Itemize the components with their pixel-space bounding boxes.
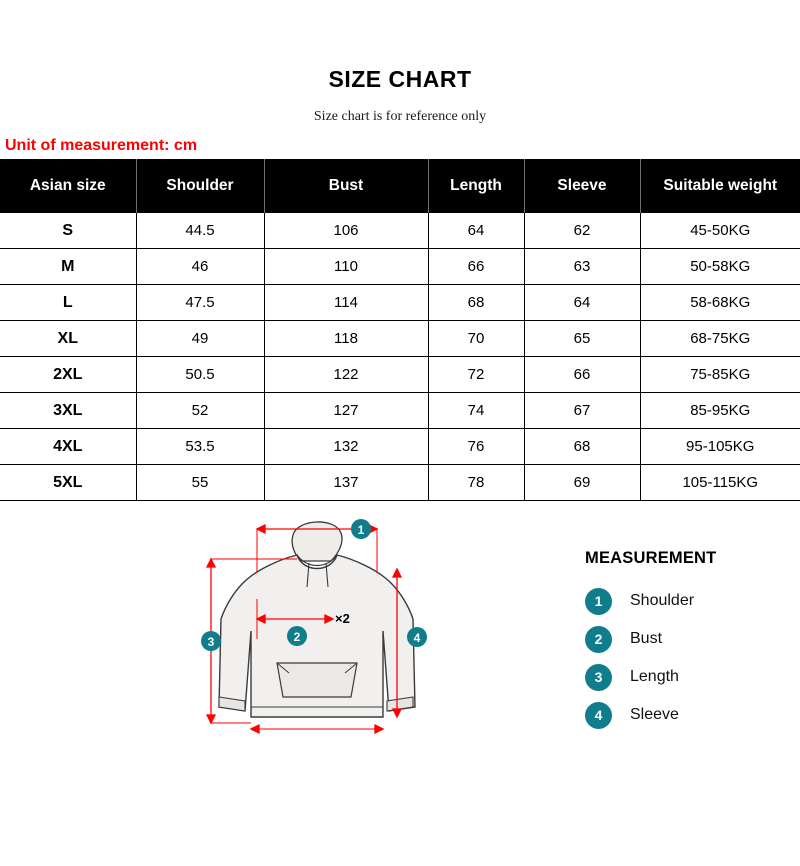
table-row xyxy=(0,249,800,285)
legend-label-shoulder: Shoulder xyxy=(630,592,695,609)
svg-text:1: 1 xyxy=(357,523,365,537)
size-chart-table xyxy=(0,159,800,501)
cell-sleeve: 68 xyxy=(524,429,640,465)
cell-length: 64 xyxy=(428,213,524,249)
cell-weight: 95-105KG xyxy=(640,429,800,465)
cell-size: XL xyxy=(0,321,136,357)
cell-size: 5XL xyxy=(0,465,136,501)
page-title: SIZE CHART xyxy=(328,66,472,92)
cell-length: 68 xyxy=(428,285,524,321)
cell-length: 78 xyxy=(428,465,524,501)
cell-length: 76 xyxy=(428,429,524,465)
legend-badge-3: 3 xyxy=(585,664,612,691)
cell-weight: 50-58KG xyxy=(640,249,800,285)
diagram-marker-3 xyxy=(201,631,221,651)
table-header-row xyxy=(0,159,800,213)
diagram-marker-1 xyxy=(351,519,371,539)
cell-length: 74 xyxy=(428,393,524,429)
cell-size: L xyxy=(0,285,136,321)
cell-sleeve: 63 xyxy=(524,249,640,285)
cell-bust: 132 xyxy=(264,429,428,465)
column-header-shoulder: Shoulder xyxy=(136,159,264,213)
table-row xyxy=(0,285,800,321)
cell-size: 2XL xyxy=(0,357,136,393)
cell-bust: 122 xyxy=(264,357,428,393)
hoodie-measurement-diagram xyxy=(185,511,475,756)
cell-sleeve: 69 xyxy=(524,465,640,501)
cell-size: 4XL xyxy=(0,429,136,465)
column-header-sleeve: Sleeve xyxy=(524,159,640,213)
legend-title: MEASUREMENT xyxy=(585,549,717,567)
cell-shoulder: 44.5 xyxy=(136,213,264,249)
column-header-length: Length xyxy=(428,159,524,213)
column-header-suitable-weight: Suitable weight xyxy=(640,159,800,213)
cell-size: M xyxy=(0,249,136,285)
cell-sleeve: 66 xyxy=(524,357,640,393)
table-row xyxy=(0,465,800,501)
legend-item-bust xyxy=(585,620,795,658)
table-row xyxy=(0,357,800,393)
legend-badge-4: 4 xyxy=(585,702,612,729)
measurement-section xyxy=(0,501,800,761)
cell-shoulder: 55 xyxy=(136,465,264,501)
table-row xyxy=(0,321,800,357)
cell-weight: 58-68KG xyxy=(640,285,800,321)
cell-shoulder: 50.5 xyxy=(136,357,264,393)
diagram-marker-2 xyxy=(287,626,307,646)
cell-bust: 137 xyxy=(264,465,428,501)
svg-text:3: 3 xyxy=(207,635,215,649)
bust-multiplier-label: ×2 xyxy=(335,611,350,626)
cell-weight: 68-75KG xyxy=(640,321,800,357)
cell-sleeve: 62 xyxy=(524,213,640,249)
cell-length: 72 xyxy=(428,357,524,393)
legend-label-bust: Bust xyxy=(630,630,663,647)
cell-weight: 75-85KG xyxy=(640,357,800,393)
cell-bust: 110 xyxy=(264,249,428,285)
cell-size: S xyxy=(0,213,136,249)
legend-item-sleeve xyxy=(585,696,795,734)
measurement-legend xyxy=(585,549,795,734)
cell-length: 70 xyxy=(428,321,524,357)
svg-text:2: 2 xyxy=(293,630,301,644)
column-header-bust: Bust xyxy=(264,159,428,213)
cell-sleeve: 65 xyxy=(524,321,640,357)
page-subtitle: Size chart is for reference only xyxy=(313,109,487,124)
cell-bust: 127 xyxy=(264,393,428,429)
cell-bust: 118 xyxy=(264,321,428,357)
svg-text:4: 4 xyxy=(413,631,421,645)
cell-shoulder: 52 xyxy=(136,393,264,429)
table-row xyxy=(0,429,800,465)
table-row xyxy=(0,213,800,249)
cell-shoulder: 46 xyxy=(136,249,264,285)
table-row xyxy=(0,393,800,429)
cell-bust: 114 xyxy=(264,285,428,321)
legend-badge-1: 1 xyxy=(585,588,612,615)
legend-label-length: Length xyxy=(630,668,679,685)
cell-size: 3XL xyxy=(0,393,136,429)
cell-weight: 45-50KG xyxy=(640,213,800,249)
diagram-marker-4 xyxy=(407,627,427,647)
cell-bust: 106 xyxy=(264,213,428,249)
column-header-asian-size: Asian size xyxy=(0,159,136,213)
cell-weight: 105-115KG xyxy=(640,465,800,501)
legend-badge-2: 2 xyxy=(585,626,612,653)
unit-note: Unit of measurement: cm xyxy=(5,137,198,154)
legend-label-sleeve: Sleeve xyxy=(630,706,679,723)
legend-item-length xyxy=(585,658,795,696)
cell-shoulder: 49 xyxy=(136,321,264,357)
cell-length: 66 xyxy=(428,249,524,285)
legend-item-shoulder xyxy=(585,582,795,620)
cell-sleeve: 64 xyxy=(524,285,640,321)
cell-weight: 85-95KG xyxy=(640,393,800,429)
cell-shoulder: 47.5 xyxy=(136,285,264,321)
cell-shoulder: 53.5 xyxy=(136,429,264,465)
cell-sleeve: 67 xyxy=(524,393,640,429)
